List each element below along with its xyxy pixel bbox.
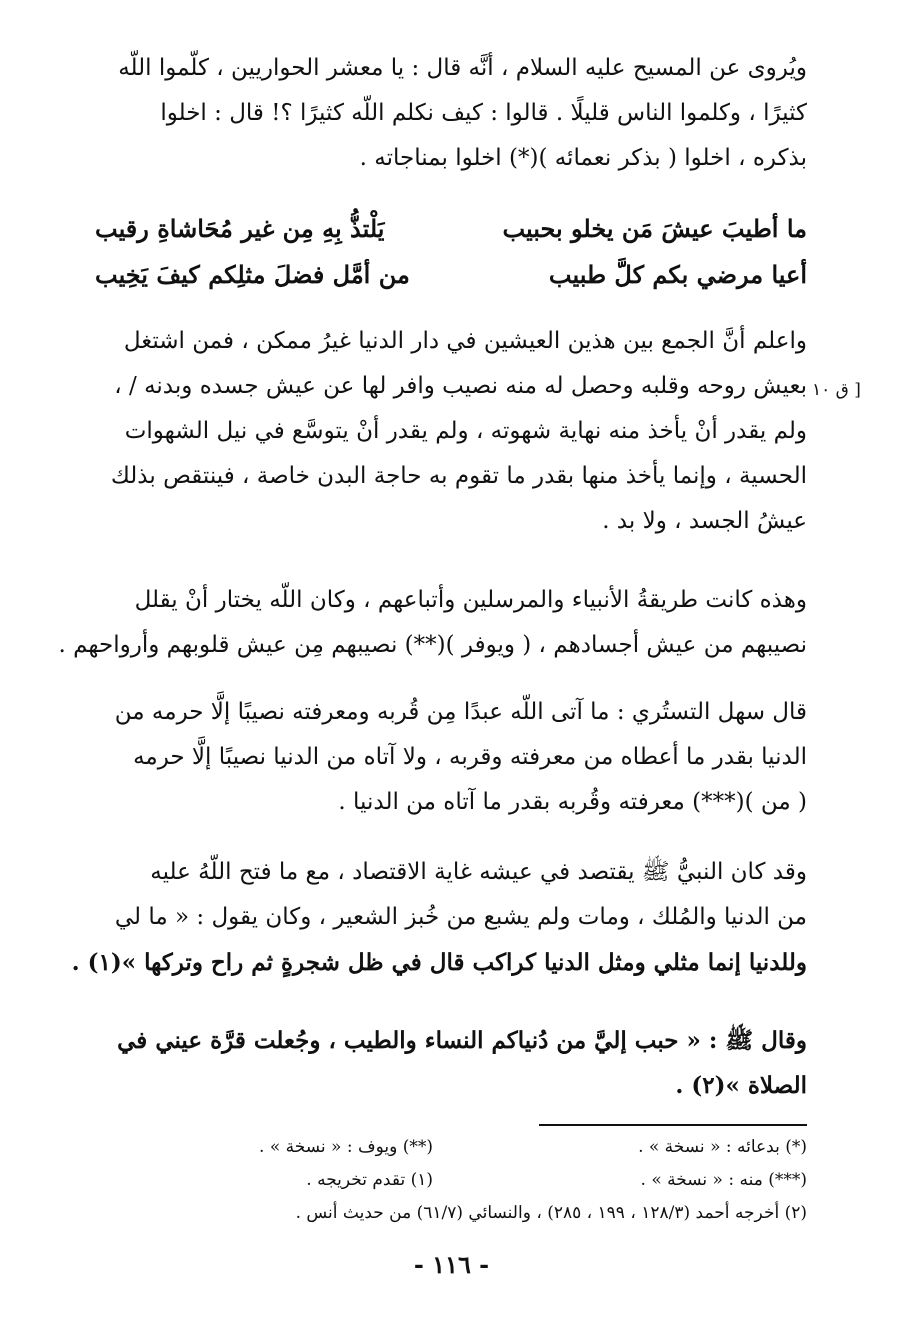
text-line: الدنيا بقدر ما أعطاه من معرفته وقربه ، ولا آتاه من الدنيا نصيبًا إلَّا حرمه <box>133 744 807 770</box>
text-line: وقد كان النبيُّ ﷺ يقتصد في عيشه غاية الاقتصاد ، مع ما فتح اللّهُ عليه <box>150 859 807 885</box>
paragraph-prophet-moderation <box>71 850 807 985</box>
footnote: (***) منه : « نسخة » . <box>640 1170 807 1190</box>
verse-first-hemistich: ما أطيبَ عيشَ مَن يخلو بحبيب <box>502 214 807 243</box>
paragraph-sahl-tustari <box>95 690 807 825</box>
paragraph-prophets-way <box>58 578 807 668</box>
text-line: قال سهل التستُري : ما آتى اللّه عبدًا مِن قُربه ومعرفته نصيبًا إلَّا حرمه من <box>114 699 807 725</box>
text-line: عيشُ الجسد ، ولا بد . <box>602 508 807 534</box>
text-line: ( من )(***) معرفته وقُربه بقدر ما آتاه من الدنيا . <box>338 789 807 815</box>
text-line: وقال ﷺ : « حبب إليَّ من دُنياكم النساء والطيب ، وجُعلت قرَّة عيني في <box>117 1027 807 1054</box>
verse-second-hemistich: من أمَّل فضلَ مثلِكم كيفَ يَخِيب <box>95 260 410 289</box>
footnote: (١) تقدم تخريجه . <box>306 1170 433 1190</box>
text-line: ويُروى عن المسيح عليه السلام ، أنَّه قال : يا معشر الحواريين ، كلّموا اللّه <box>118 55 807 81</box>
text-line: بعيش روحه وقلبه وحصل له منه نصيب وافر لها عن عيش جسده وبدنه / ، <box>114 373 807 399</box>
paragraph-two-lives <box>95 319 807 544</box>
text-line: الحسية ، وإنما يأخذ منها بقدر ما تقوم به حاجة البدن خاصة ، فينتقص بذلك <box>110 463 807 489</box>
manuscript-folio-marker: [ ق ١٠ <box>812 380 861 400</box>
page-number: - ١١٦ - <box>413 1250 490 1279</box>
footnote: (**) ويوف : « نسخة » . <box>259 1137 433 1157</box>
verse-first-hemistich: أعيا مرضي بكم كلَّ طبيب <box>548 260 807 289</box>
text-line: نصيبهم من عيش أجسادهم ، ( ويوفر )(**) نصيبهم مِن عيش قلوبهم وأرواحهم . <box>58 632 807 658</box>
text-line: الصلاة »(٢) . <box>675 1072 807 1099</box>
text-line: واعلم أنَّ الجمع بين هذين العيشين في دار الدنيا غيرُ ممكن ، فمن اشتغل <box>123 328 807 354</box>
footnote: (٢) أخرجه أحمد (١٢٨/٣ ، ١٩٩ ، ٢٨٥) ، والنسائي (٦١/٧) من حديث أنس . <box>295 1203 807 1223</box>
verse-line <box>95 206 807 252</box>
text-line: وللدنيا إنما مثلي ومثل الدنيا كراكب قال في ظل شجرةٍ ثم راح وتركها »(١) . <box>71 949 807 976</box>
poem-verses <box>95 206 807 298</box>
footnote: (*) بدعائه : « نسخة » . <box>638 1137 807 1157</box>
text-line: كثيرًا ، وكلموا الناس قليلًا . قالوا : كيف نكلم اللّه كثيرًا ؟! قال : اخلوا <box>160 100 807 126</box>
text-line: بذكره ، اخلوا ( بذكر نعمائه )(*) اخلوا بمناجاته . <box>359 145 807 171</box>
paragraph-prophet-hadith <box>95 1018 807 1108</box>
footnote-divider <box>539 1124 807 1126</box>
paragraph-messiah-saying <box>95 46 807 181</box>
text-line: من الدنيا والمُلك ، ومات ولم يشبع من خُبز الشعير ، وكان يقول : « ما لي <box>114 904 807 930</box>
text-line: وهذه كانت طريقةُ الأنبياء والمرسلين وأتباعهم ، وكان اللّه يختار أنْ يقلل <box>134 587 807 613</box>
text-line: ولم يقدر أنْ يأخذ منه نهاية شهوته ، ولم يقدر أنْ يتوسَّع في نيل الشهوات <box>124 418 807 444</box>
verse-line <box>95 252 807 298</box>
verse-second-hemistich: يَلْتذُّ بِهِ مِن غير مُحَاشاةِ رقيب <box>95 214 385 243</box>
